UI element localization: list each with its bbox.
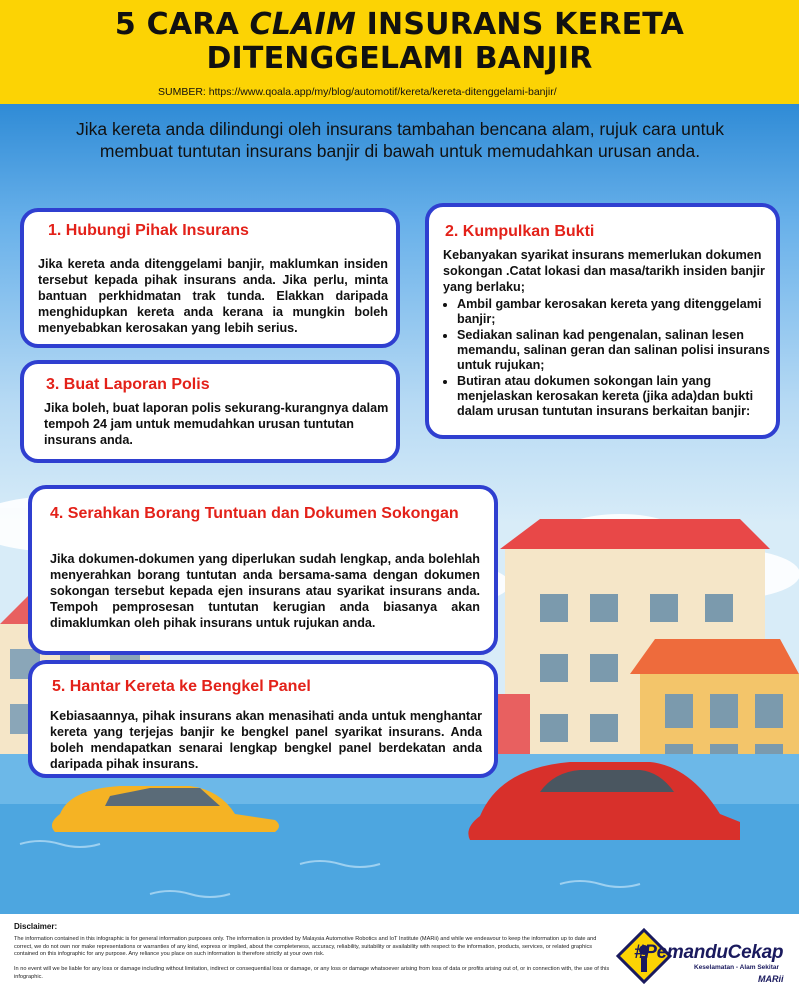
- step-2-bullet-list: [443, 297, 787, 420]
- step-title-4: 4. Serahkan Borang Tuntuan dan Dokumen Sokongan: [50, 505, 459, 522]
- step-body-5: Kebiasaannya, pihak insurans akan menasihati anda untuk menghantar kereta yang terjejas banjir ke bengkel panel syarikat insurans. Anda boleh mendapatkan senarai lengkap bengkel panel berdekatan anda daripada pihak insurans.: [50, 709, 482, 771]
- step-card-1: [20, 208, 400, 348]
- pemandu-cekap-logo: [620, 924, 790, 990]
- title-part1: 5 CARA: [114, 7, 250, 42]
- step-body-2: Kebanyakan syarikat insurans memerlukan dokumen sokongan .Catat lokasi dan masa/tarikh insiden banjir yang berlaku;: [443, 248, 765, 294]
- bullet-item: • Sediakan salinan kad pengenalan, salinan lesen memandu, salinan geran dan salinan polisi insurans untuk rujukan;: [457, 328, 787, 373]
- title-claim-word: CLAIM: [249, 7, 357, 42]
- step-body-4: Jika dokumen-dokumen yang diperlukan sudah lengkap, anda bolehlah menyerahkan borang tuntutan anda bersama-sama dengan dokumen sokongan tersebut kepada ejen insurans atau syarikat insurans anda. Tempoh pemprosesan tuntutan kerugian anda biasanya akan dimaklumkan oleh pihak insurans untuk rujukan anda.: [50, 552, 480, 630]
- bullet-item: • Butiran atau dokumen sokongan lain yang menjelaskan kerosakan kereta (jika ada)dan bukti dalam urusan tuntutan insurans berkaitan banjir:: [457, 374, 787, 419]
- source-link[interactable]: SUMBER: https://www.qoala.app/my/blog/automotif/kereta/kereta-ditenggelami-banjir/: [158, 86, 557, 98]
- step-title-5: 5. Hantar Kereta ke Bengkel Panel: [52, 678, 311, 695]
- step-card-2: [425, 203, 780, 439]
- intro-text: Jika kereta anda dilindungi oleh insurans tambahan bencana alam, rujuk cara untuk membuat tuntutan insurans banjir di bawah untuk memudahkan urusan anda.: [76, 119, 724, 161]
- marii-logo: MARii: [758, 974, 784, 984]
- logo-tagline: Keselamatan - Alam Sekitar: [694, 964, 780, 971]
- footer: [0, 914, 799, 1000]
- disclaimer-title: Disclaimer:: [14, 922, 58, 931]
- title-part2: INSURANS KERETA: [356, 7, 685, 42]
- step-card-3: [20, 360, 400, 463]
- page-title: [0, 8, 799, 76]
- step-title-3: 3. Buat Laporan Polis: [46, 376, 210, 393]
- step-title-2: 2. Kumpulkan Bukti: [445, 223, 595, 240]
- step-card-5: [28, 660, 498, 778]
- step-title-1: 1. Hubungi Pihak Insurans: [48, 222, 249, 239]
- step-body-3: Jika boleh, buat laporan polis sekurang-kurangnya dalam tempoh 24 jam untuk memudahkan urusan tuntutan insurans anda.: [44, 401, 389, 447]
- logo-name: #PemanduCekap: [634, 942, 784, 963]
- bullet-item: • Ambil gambar kerosakan kereta yang ditenggelami banjir;: [457, 297, 787, 327]
- step-card-4: [28, 485, 498, 655]
- title-line2: DITENGGELAMI BANJIR: [206, 41, 593, 76]
- step-body-1: Jika kereta anda ditenggelami banjir, maklumkan insiden tersebut kepada pihak insurans anda. Jika perlu, minta bantuan perkhidmatan trak tunda. Elakkan daripada menghidupkan kereta anda kerana ia mungkin boleh menyebabkan kerosakan yang lebih serius.: [38, 257, 388, 335]
- disclaimer-text: The information contained in this infographic is for general information purposes only. The information is provided by Malaysia Automotive Robotics and IoT Institute (MARii) and while we endeavour to keep the information up to date and correct, we do not own nor make representations or warranties of any kind, express or implied, about the completeness, accuracy, reliability, suitability or availability with respect to the information, products, services, or related graphics contained on this infographic for any purpose. Any reliance you place on such information is therefore strictly at your own risk.: [14, 936, 597, 957]
- header-banner: [0, 0, 799, 104]
- disclaimer-text-2: In no event will we be liable for any loss or damage including without limitation, indirect or consequential loss or damage, or any loss or damage whatsoever arising from loss of data or profits arising out of, or in connection with, the use of this infographic.: [14, 966, 610, 980]
